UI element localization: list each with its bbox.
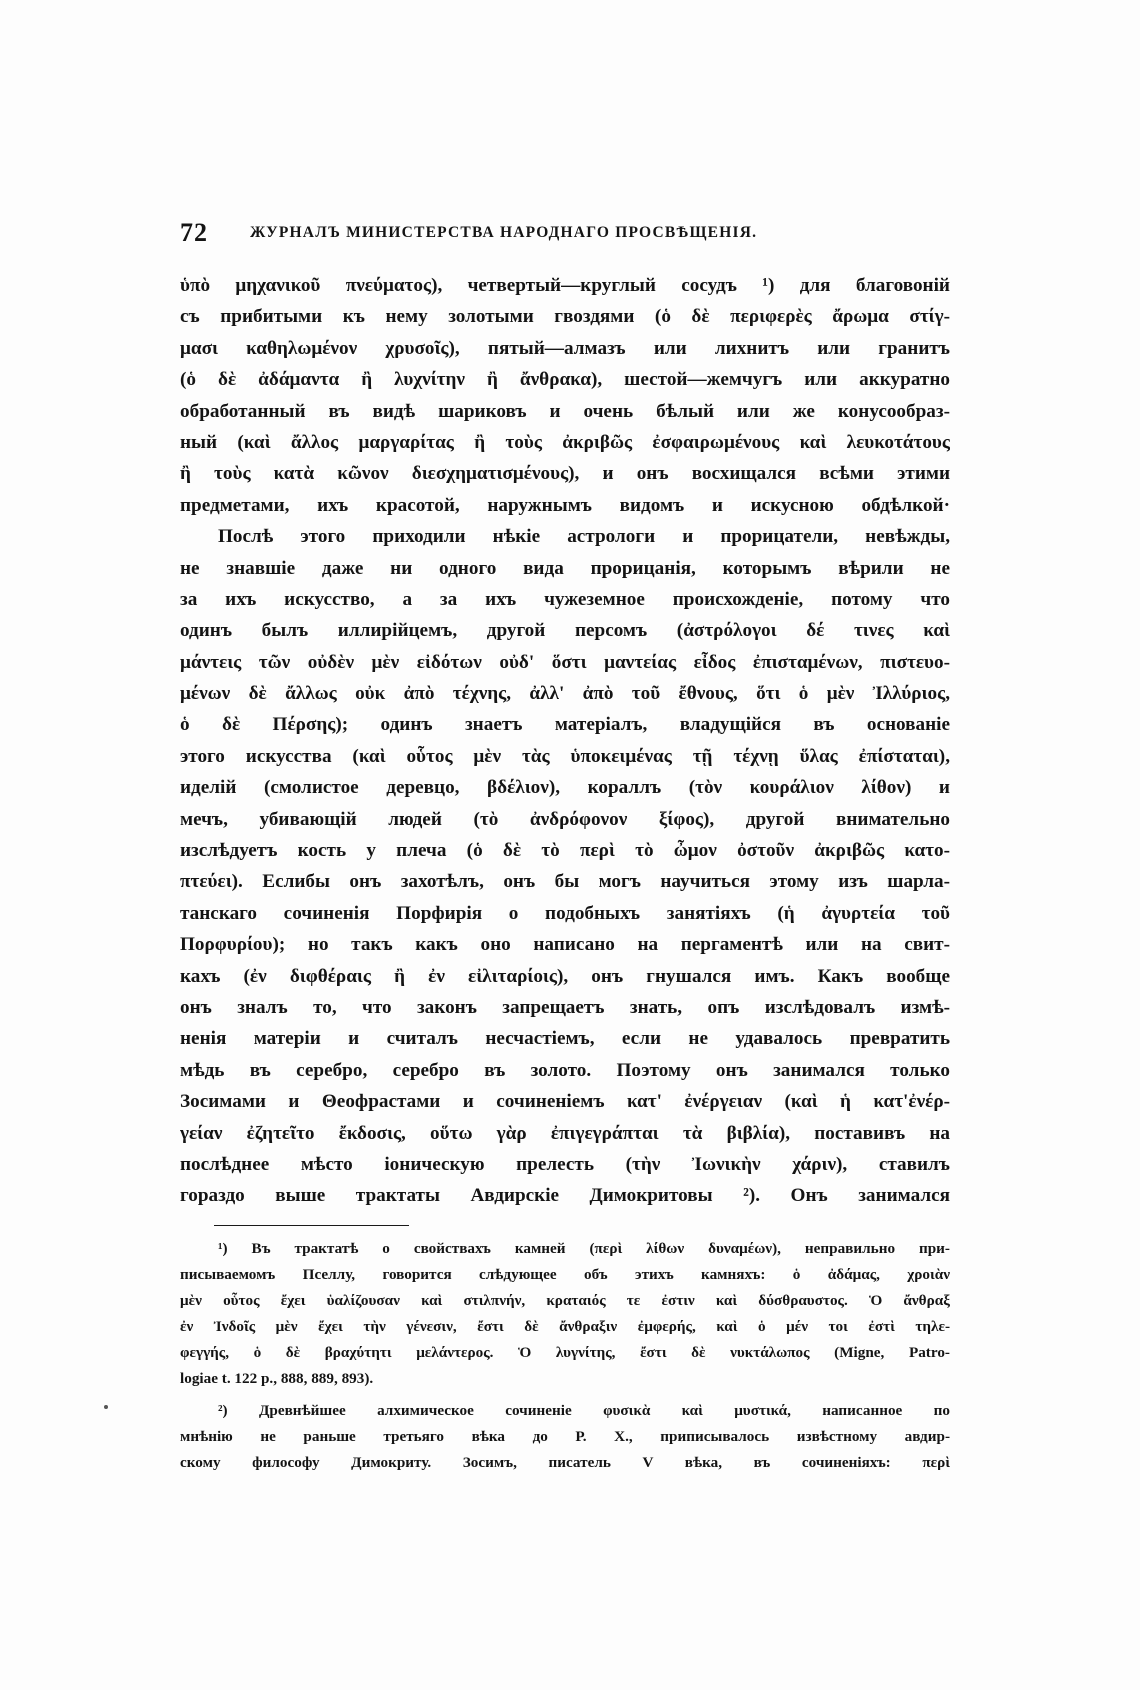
text-line: иделій (смолистое деревцо, βδέλιον), кораллъ (τὸν κουράλιον λίθον) и	[180, 777, 950, 799]
text-line: послѣднее мѣсто іоническую прелесть (τὴν Ἰωνικὴν χάριν), ставилъ	[180, 1153, 950, 1175]
text-line: μάντεις τῶν οὐδὲν μὲν εἰδότων οὐδ' ὅστι μαντείας εἶδος ἐπισταμένων, πιστευο-	[180, 651, 950, 673]
text-line: онъ зналъ то, что законъ запрещаетъ знать, опъ изслѣдовалъ измѣ-	[180, 996, 950, 1018]
text-line: предметами, ихъ красотой, наружнымъ видомъ и искусною обдѣлкой·	[180, 494, 950, 516]
footnote-2-line: мнѣнію не раньше третьяго вѣка до Р. Х., приписывалось извѣстному авдир-	[180, 1428, 950, 1445]
text-line: Зосимами и Θеофрастами и сочиненіемъ κατ' ἐνέργειαν (καὶ ἡ κατ'ἐνέρ-	[180, 1091, 950, 1113]
text-line: этого искусства (καὶ οὗτος μὲν τὰς ὑποκειμένας τῇ τέχνῃ ὕλας ἐπίσταται),	[180, 745, 950, 767]
text-line: съ прибитыми къ нему золотыми гвоздями (ὁ δὲ περιφερὲς ἄρωμα στίγ-	[180, 306, 950, 328]
footnote-2-line: ²) Древнѣйшее алхимическое сочиненіе φυσικὰ καὶ μυστικά, написанное по	[218, 1402, 950, 1419]
footnote-1-line: logiae t. 122 p., 888, 889, 893).	[180, 1370, 374, 1387]
text-line: Πορφυρίου); но такъ какъ оно написано на пергаментѣ или на свит-	[180, 934, 950, 956]
text-line: не знавшіе даже ни одного вида прорицанія, которымъ вѣрили не	[180, 557, 950, 579]
text-line: обработанный въ видѣ шариковъ и очень бѣлый или же конусообраз-	[180, 400, 950, 422]
text-line: ἢ τοὺς κατὰ κῶνον διεσχηματισμένους), и онъ восхищался всѣми этими	[180, 463, 950, 485]
running-head: ЖУРНАЛЪ МИНИСТЕРСТВА НАРОДНАГО ПРОСВѢЩЕНІЯ.	[250, 224, 758, 241]
text-line: μένων δὲ ἄλλως οὐκ ἀπὸ τέχνης, ἀλλ' ἀπὸ τοῦ ἔθνους, ὅτι ὁ μὲν Ἰλλύριος,	[180, 683, 950, 705]
footnote-1-line: μὲν οὗτος ἔχει ὑαλίζουσαν καὶ στιλπνήν, κραταιός τε ἐστιν καὶ δύσθραυστος. Ὁ ἄνθραξ	[180, 1292, 950, 1309]
text-line: мѣдь въ серебро, серебро въ золото. Поэтому онъ занимался только	[180, 1059, 950, 1081]
text-line: за ихъ искусство, а за ихъ чужеземное происхожденіе, потому что	[180, 588, 950, 610]
text-line: ный (καὶ ἄλλος μαργαρίτας ἢ τοὺς ἀκριβῶς ἐσφαιρωμένους καὶ λευκοτάτους	[180, 431, 950, 453]
text-line: гораздо выше трактаты Авдирскіе Димокритовы ²). Онъ занимался	[180, 1185, 950, 1207]
text-line: ὁ δὲ Πέρσης); одинъ знаетъ матеріалъ, владущійся въ основаніе	[180, 714, 950, 736]
text-line: кахъ (ἐν διφθέραις ἢ ἐν εἰλιταρίοις), онъ гнушался имъ. Какъ вообще	[180, 965, 950, 987]
text-line: ὑπὸ μηχανικοῦ πνεύματος), четвертый—круглый сосудъ ¹) для благовоній	[180, 275, 950, 296]
footnote-1-line: ¹) Въ трактатѣ о свойствахъ камней (περὶ λίθων δυναμέων), неправильно при-	[218, 1240, 950, 1257]
footnote-1-line: писываемомъ Пселлу, говорится слѣдующее объ этихъ камняхъ: ὁ ἀδάμας, χροιὰν	[180, 1266, 950, 1283]
footnote-1-line: ἐν Ἰνδοῖς μὲν ἔχει τὴν γένεσιν, ἔστι δὲ ἄνθραξιν ἐμφερής, καὶ ὁ μέν τοι ἐστὶ τηλε-	[180, 1318, 950, 1335]
main-text	[180, 270, 950, 1212]
text-line: изслѣдуетъ кость у плеча (ὁ δὲ τὸ περὶ τὸ ὦμον ὀστοῦν ἀκριβῶς κατο-	[180, 840, 950, 862]
footnote-divider	[214, 1225, 409, 1226]
margin-speck	[104, 1405, 108, 1409]
text-line: (ὁ δὲ ἀδάμαντα ἢ λυχνίτην ἢ ἄνθρακα), шестой—жемчугъ или аккуратно	[180, 369, 950, 391]
page-number: 72	[180, 218, 208, 247]
text-line: одинъ былъ иллирійцемъ, другой персомъ (ἀστρόλογοι δέ τινες καὶ	[180, 620, 950, 642]
text-line: мечъ, убивающій людей (τὸ ἀνδρόφονον ξίφος), другой внимательно	[180, 808, 950, 830]
text-line: γείαν ἐζητεῖτο ἔκδοσις, οὕτω γὰρ ἐπιγεγράπται τὰ βιβλία), поставивъ на	[180, 1122, 950, 1144]
text-line: танскаго сочиненія Порфирія о подобныхъ занятіяхъ (ἡ ἀγυρτεία τοῦ	[180, 902, 950, 924]
text-line: μασι καθηλωμένον χρυσοῖς), пятый—алмазъ или лихнитъ или гранитъ	[180, 337, 950, 359]
text-line: πτεύει). Еслибы онъ захотѣлъ, онъ бы могъ научиться этому изъ шарла-	[180, 871, 950, 893]
paragraph-start-line: Послѣ этого приходили нѣкіе астрологи и прорицатели, невѣжды,	[218, 526, 950, 548]
text-line: ненія матеріи и считалъ несчастіемъ, если не удавалось превратить	[180, 1028, 950, 1050]
page-header	[180, 218, 950, 252]
footnote-2-line: скому философу Димокриту. Зосимъ, писатель V вѣка, въ сочиненіяхъ: περὶ	[180, 1454, 950, 1471]
footnotes	[180, 1236, 950, 1476]
footnote-1-line: φεγγής, ὁ δὲ βραχύτητι μελάντερος. Ὁ λυγνίτης, ἔστι δὲ νυκτάλωπος (Migne, Patro-	[180, 1344, 950, 1361]
